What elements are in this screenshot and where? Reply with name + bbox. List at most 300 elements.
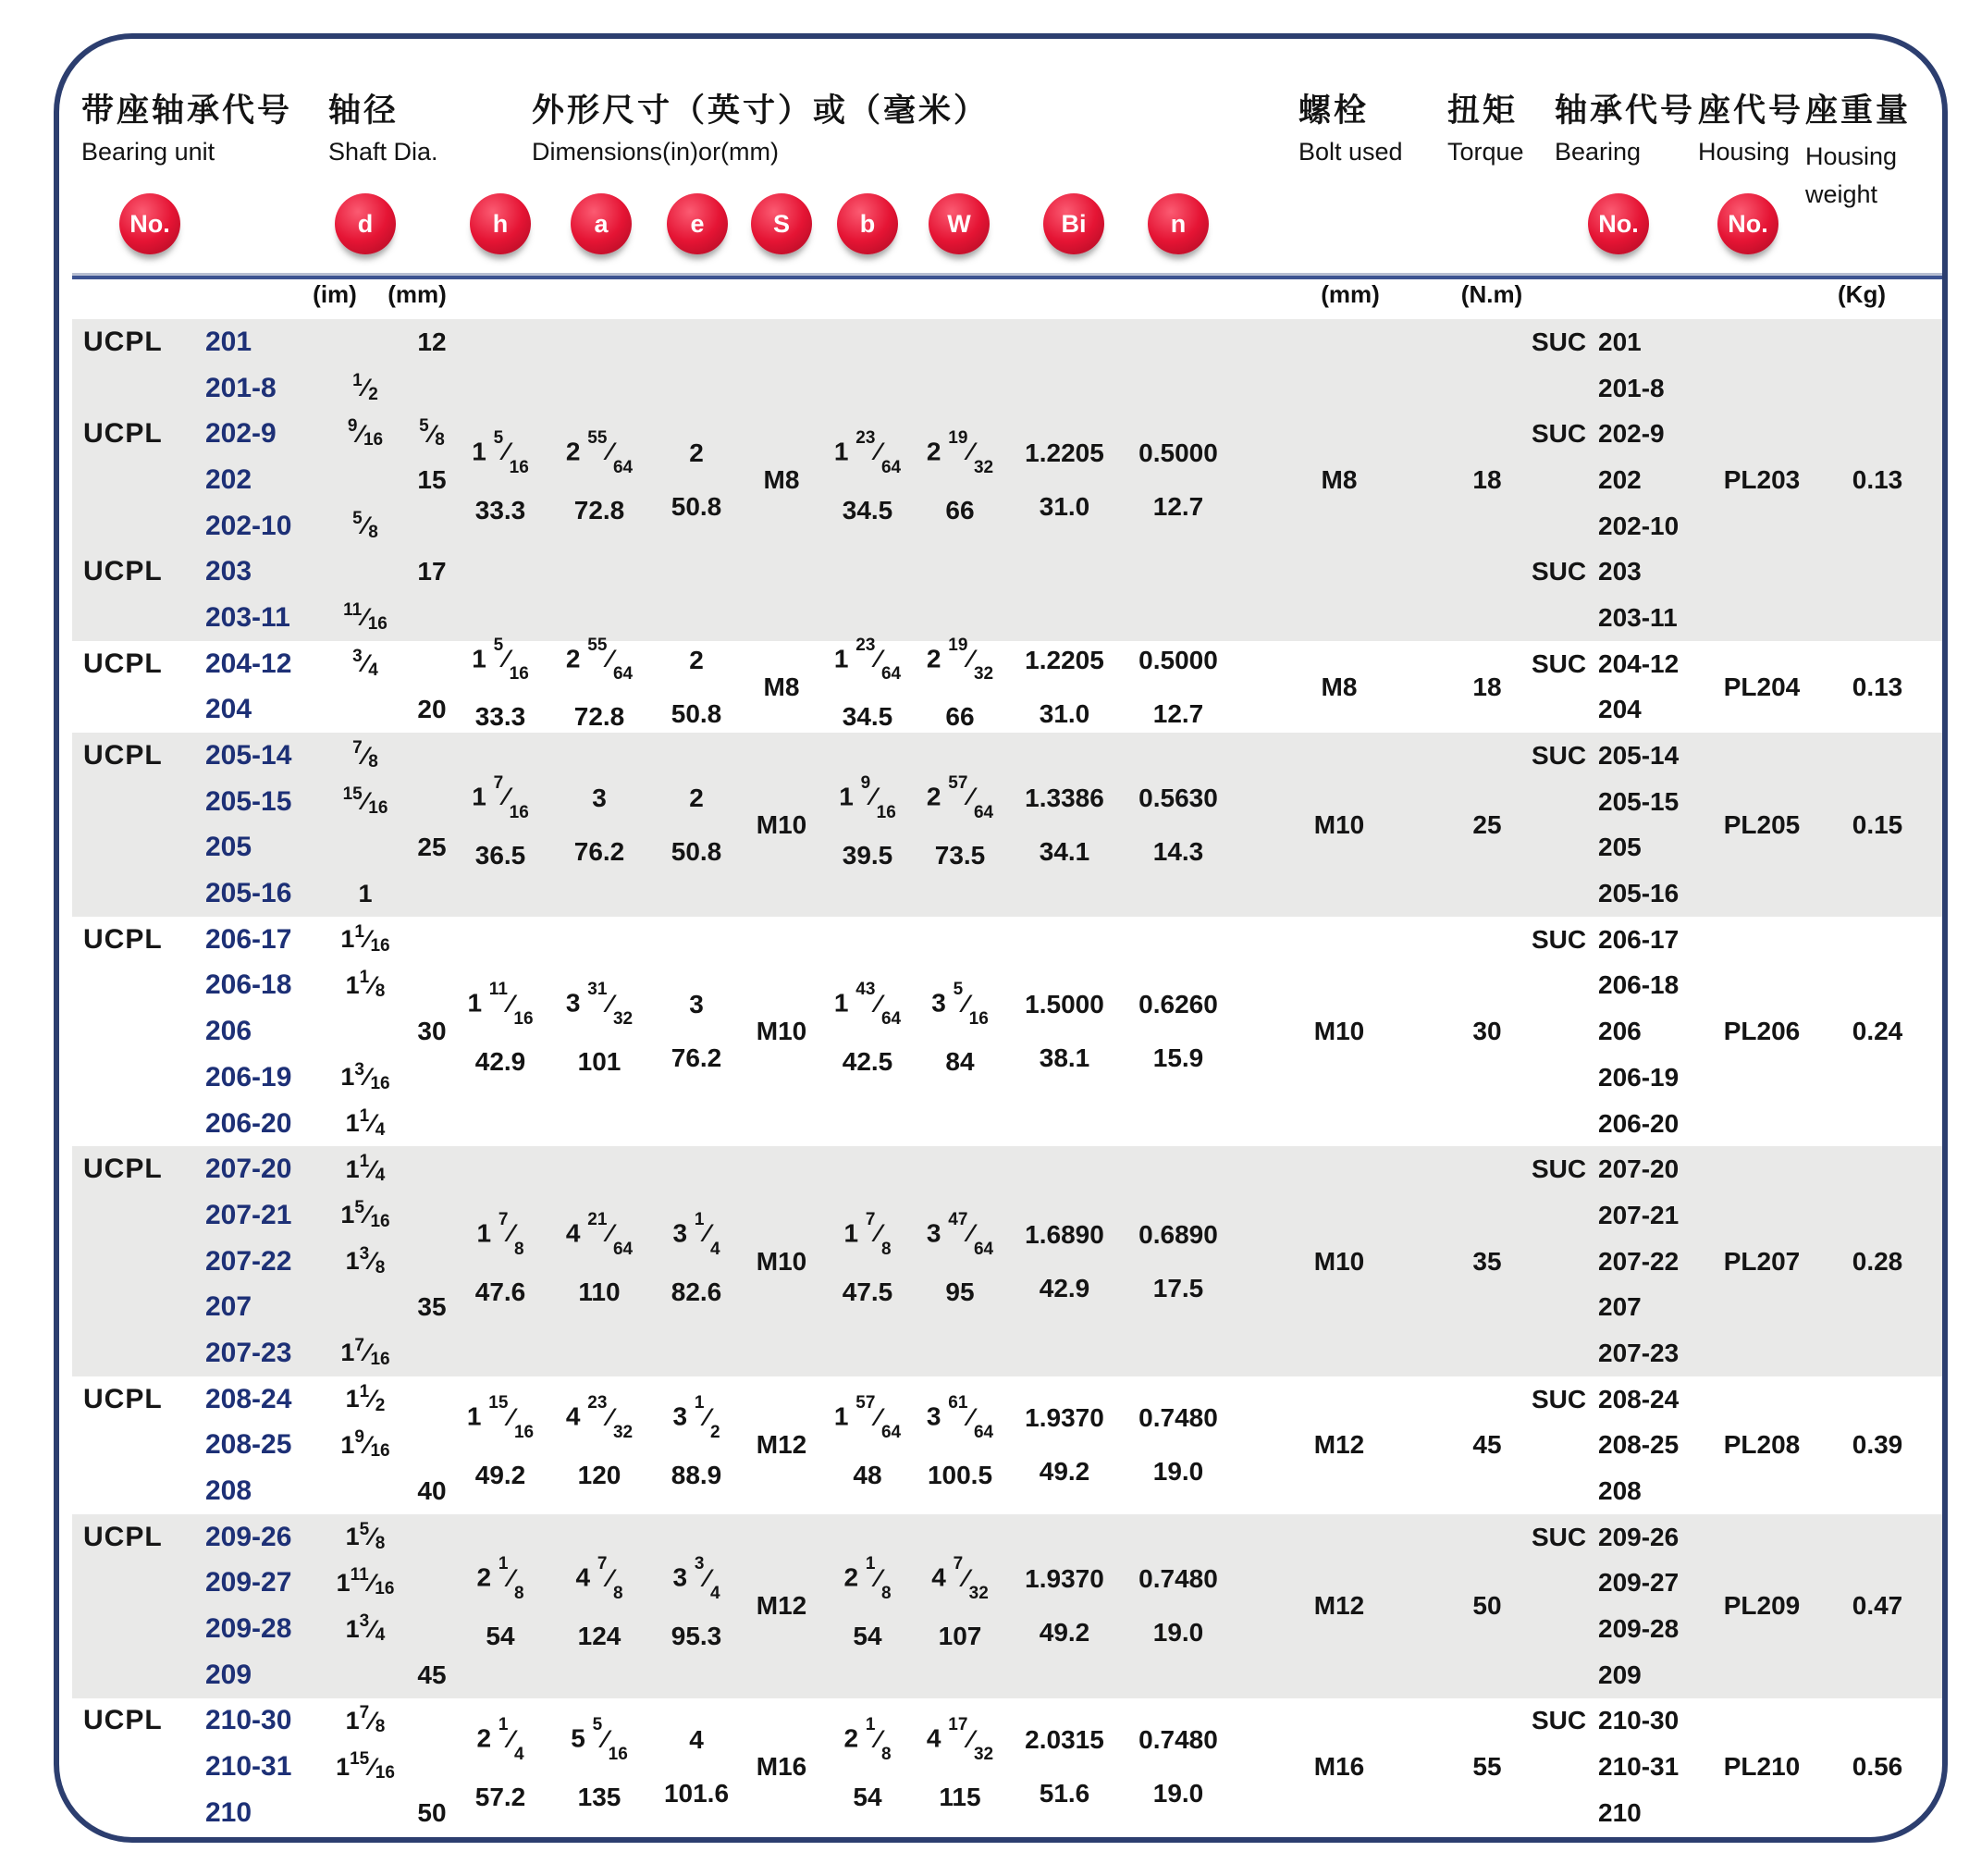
dim-mm: 49.2 bbox=[474, 1461, 526, 1490]
cell-bearing-no bbox=[1532, 779, 1711, 825]
dim-mm: 110 bbox=[578, 1277, 621, 1306]
cell-shaft-mm bbox=[409, 1055, 455, 1101]
cell-dim-s: M10 bbox=[756, 809, 807, 839]
cell-torque: 50 bbox=[1472, 1591, 1502, 1621]
dim-inch: 1 $^7⁄_8$ bbox=[843, 1209, 892, 1259]
cell-dim-h bbox=[455, 635, 546, 733]
cell-dim-a bbox=[546, 1698, 653, 1836]
cell-shaft-mm: 45 bbox=[417, 1660, 447, 1689]
dim-mm: 51.6 bbox=[1039, 1779, 1090, 1808]
cell-shaft-in: 1 $^1$ ⁄ $_4$ bbox=[345, 1152, 386, 1186]
dim-inch: 2 $^1⁄_8$ bbox=[476, 1554, 524, 1604]
cell-unit-no: 207-22 bbox=[205, 1245, 292, 1277]
bearing-number: 206-19 bbox=[1598, 1062, 1680, 1092]
dim-mm: 66 bbox=[945, 495, 975, 525]
dim-mm: 120 bbox=[577, 1461, 621, 1490]
cell-bearing-no bbox=[1532, 963, 1711, 1009]
bearing-prefix: SUC bbox=[1532, 1154, 1587, 1184]
dim-mm: 31.0 bbox=[1039, 491, 1090, 521]
cell-dim-e bbox=[653, 1146, 740, 1376]
cell-dim-a bbox=[546, 917, 653, 1146]
badge-s: S bbox=[751, 193, 812, 254]
header-zh: 扭矩 bbox=[1447, 93, 1519, 129]
dim-mm: 17.5 bbox=[1152, 1273, 1204, 1302]
cell-bearing-no bbox=[1532, 595, 1711, 641]
cell-unit-no: 204-12 bbox=[205, 648, 292, 679]
bearing-number: 207-22 bbox=[1598, 1246, 1680, 1276]
cell-shaft-in: $^3$ ⁄ $_4$ bbox=[352, 646, 378, 680]
cell-unit-no: 209-28 bbox=[205, 1613, 292, 1645]
dim-inch: 1 $^{23}⁄_{64}$ bbox=[833, 635, 902, 685]
dim-inch: 1 $^{57}⁄_{64}$ bbox=[833, 1393, 902, 1443]
dim-mm: 48 bbox=[853, 1461, 882, 1490]
cell-shaft-mm bbox=[409, 1330, 455, 1376]
dim-mm: 54 bbox=[853, 1783, 882, 1812]
dim-mm: 76.2 bbox=[573, 836, 625, 866]
dim-mm: 39.5 bbox=[842, 840, 893, 870]
cell-shaft-in: 1 $^1$ ⁄ $_2$ bbox=[345, 1381, 386, 1415]
dim-inch: 3 $^1⁄_4$ bbox=[672, 1209, 720, 1259]
cell-shaft-mm bbox=[409, 1239, 455, 1285]
cell-dim-e bbox=[653, 917, 740, 1146]
cell-dim-e bbox=[653, 1514, 740, 1698]
cell-unit-prefix: UCPL bbox=[83, 1154, 163, 1185]
column-header-bearing-unit bbox=[81, 85, 292, 167]
cell-bearing-no bbox=[1532, 1606, 1711, 1652]
bearing-prefix: SUC bbox=[1532, 648, 1587, 678]
bearing-prefix: SUC bbox=[1532, 1522, 1587, 1551]
dim-inch: 4 $^{17}⁄_{32}$ bbox=[926, 1715, 994, 1765]
dim-inch: 0.5630 bbox=[1138, 783, 1218, 812]
bearing-number: 206-18 bbox=[1598, 970, 1680, 1000]
cell-unit-no: 205-15 bbox=[205, 785, 292, 817]
dim-inch: 4 $^{21}⁄_{64}$ bbox=[565, 1209, 634, 1259]
cell-torque: 55 bbox=[1472, 1752, 1502, 1782]
bearing-number: 206-17 bbox=[1598, 924, 1680, 954]
bearing-prefix: SUC bbox=[1532, 327, 1587, 356]
header-zh: 座代号 bbox=[1698, 93, 1804, 129]
dim-inch: 0.7480 bbox=[1138, 1403, 1218, 1433]
cell-shaft-mm bbox=[409, 1698, 455, 1745]
cell-dim-n bbox=[1121, 1698, 1236, 1836]
dim-inch: 0.5000 bbox=[1138, 645, 1218, 674]
dim-inch: 3 $^3⁄_4$ bbox=[672, 1554, 720, 1604]
header-zh: 带座轴承代号 bbox=[81, 93, 293, 129]
cell-shaft-mm bbox=[409, 1744, 455, 1790]
cell-dim-a bbox=[546, 1514, 653, 1698]
cell-unit-prefix bbox=[72, 595, 205, 641]
cell-bearing-no bbox=[1532, 1698, 1711, 1745]
unit-label-shaft-in: (im) bbox=[313, 280, 357, 308]
dim-inch: 2 $^{19}⁄_{32}$ bbox=[926, 635, 994, 685]
cell-torque: 35 bbox=[1472, 1246, 1502, 1276]
cell-bearing-no bbox=[1532, 457, 1711, 503]
cell-housing-weight: 0.47 bbox=[1852, 1591, 1903, 1621]
cell-dim-b bbox=[823, 1514, 912, 1698]
cell-dim-w bbox=[912, 1514, 1008, 1698]
cell-shaft-mm: 50 bbox=[417, 1797, 447, 1827]
cell-unit-prefix: UCPL bbox=[83, 418, 163, 450]
dim-mm: 95 bbox=[945, 1277, 975, 1306]
cell-shaft-mm bbox=[409, 1606, 455, 1652]
bearing-number: 207-21 bbox=[1598, 1200, 1680, 1229]
cell-bearing-no bbox=[1532, 1744, 1711, 1790]
badge-bi: Bi bbox=[1043, 193, 1104, 254]
bearing-number: 207-23 bbox=[1598, 1338, 1680, 1367]
dim-inch: 1.3386 bbox=[1025, 783, 1104, 812]
cell-bearing-no bbox=[1532, 1423, 1711, 1469]
dim-mm: 12.7 bbox=[1152, 698, 1204, 728]
cell-unit-prefix bbox=[72, 1423, 205, 1469]
row-group-2 bbox=[72, 635, 1942, 733]
cell-housing-no: PL203 bbox=[1723, 464, 1801, 494]
cell-housing-weight: 0.24 bbox=[1852, 1017, 1903, 1046]
dim-mm: 50.8 bbox=[671, 836, 722, 866]
cell-unit-no: 201-8 bbox=[205, 372, 277, 403]
bearing-number: 202-10 bbox=[1598, 511, 1680, 540]
cell-dim-a bbox=[546, 733, 653, 917]
dim-mm: 47.5 bbox=[842, 1277, 893, 1306]
row-group-7 bbox=[72, 1514, 1942, 1698]
cell-shaft-in: $^{11}$ ⁄ $_{16}$ bbox=[343, 599, 388, 634]
bearing-prefix: SUC bbox=[1532, 741, 1587, 771]
cell-dim-n bbox=[1121, 319, 1236, 641]
dim-mm: 101.6 bbox=[663, 1779, 730, 1808]
cell-shaft-in: 1 $^7$ ⁄ $_8$ bbox=[345, 1703, 386, 1737]
header-en: Bolt used bbox=[1298, 138, 1403, 166]
cell-shaft-in: 1 $^3$ ⁄ $_{16}$ bbox=[340, 1059, 390, 1093]
dim-inch: 2 $^1⁄_8$ bbox=[843, 1715, 892, 1765]
cell-dim-a bbox=[546, 1376, 653, 1514]
cell-dim-n bbox=[1121, 641, 1236, 733]
dim-inch: 2 bbox=[689, 783, 704, 812]
cell-shaft-mm bbox=[409, 1101, 455, 1147]
cell-dim-n bbox=[1121, 1376, 1236, 1514]
dim-inch: 2 $^{57}⁄_{64}$ bbox=[926, 772, 994, 822]
dim-mm: 54 bbox=[853, 1622, 882, 1651]
badge-bearing-no: No. bbox=[1588, 193, 1649, 254]
cell-bolt: M10 bbox=[1313, 1246, 1365, 1276]
dim-inch: 4 $^{23}⁄_{32}$ bbox=[565, 1393, 634, 1443]
cell-dim-b bbox=[823, 917, 912, 1146]
cell-dim-bi bbox=[1008, 1146, 1121, 1376]
dim-mm: 135 bbox=[577, 1783, 621, 1812]
cell-shaft-mm bbox=[409, 779, 455, 825]
cell-unit-prefix bbox=[72, 1101, 205, 1147]
cell-bearing-no bbox=[1532, 1468, 1711, 1514]
cell-shaft-mm bbox=[409, 1561, 455, 1607]
dim-mm: 42.9 bbox=[1039, 1273, 1090, 1302]
bearing-prefix: SUC bbox=[1532, 557, 1587, 586]
dim-inch: 1 $^5⁄_{16}$ bbox=[472, 635, 529, 685]
cell-unit-no: 209 bbox=[205, 1659, 252, 1690]
cell-unit-no: 210-31 bbox=[205, 1751, 292, 1783]
dim-inch: 2 bbox=[689, 438, 704, 467]
cell-shaft-in bbox=[322, 1652, 409, 1698]
bearing-prefix: SUC bbox=[1532, 1384, 1587, 1413]
cell-shaft-in bbox=[322, 825, 409, 871]
cell-shaft-mm bbox=[409, 503, 455, 549]
cell-unit-prefix bbox=[72, 1790, 205, 1836]
column-header-shaft-dia bbox=[328, 85, 438, 167]
cell-unit-no: 202 bbox=[205, 463, 252, 495]
header-en: Dimensions(in)or(mm) bbox=[532, 138, 780, 166]
row-group-3 bbox=[72, 733, 1942, 917]
cell-dim-s: M8 bbox=[763, 672, 800, 701]
cell-shaft-in: 1 $^7$ ⁄ $_{16}$ bbox=[340, 1335, 390, 1369]
cell-unit-no: 207-21 bbox=[205, 1199, 292, 1230]
bearing-number: 207 bbox=[1598, 1292, 1642, 1322]
bearing-number: 206 bbox=[1598, 1017, 1642, 1046]
row-group-1 bbox=[72, 319, 1942, 641]
cell-dim-e bbox=[653, 1698, 740, 1836]
dim-mm: 12.7 bbox=[1152, 491, 1204, 521]
dim-mm: 72.8 bbox=[573, 495, 625, 525]
header-separator bbox=[72, 273, 1942, 279]
cell-dim-s: M8 bbox=[763, 464, 800, 494]
dim-inch: 2 $^1⁄_4$ bbox=[476, 1715, 524, 1765]
bearing-number: 205-15 bbox=[1598, 786, 1680, 816]
cell-dim-bi bbox=[1008, 917, 1121, 1146]
unit-label-bolt-mm: (mm) bbox=[1321, 280, 1380, 308]
cell-dim-s: M12 bbox=[756, 1430, 807, 1460]
bearing-number: 207-20 bbox=[1598, 1154, 1680, 1184]
dim-mm: 49.2 bbox=[1039, 1457, 1090, 1487]
cell-dim-h bbox=[455, 917, 546, 1146]
cell-dim-h bbox=[455, 319, 546, 641]
dim-inch: 3 $^1⁄_2$ bbox=[672, 1393, 720, 1443]
cell-housing-weight: 0.39 bbox=[1852, 1430, 1903, 1460]
dim-mm: 38.1 bbox=[1039, 1043, 1090, 1073]
cell-shaft-in: $^7$ ⁄ $_8$ bbox=[352, 738, 378, 772]
bearing-number: 209-28 bbox=[1598, 1614, 1680, 1644]
cell-dim-w bbox=[912, 917, 1008, 1146]
cell-bearing-no bbox=[1532, 365, 1711, 412]
dim-inch: 2 $^{55}⁄_{64}$ bbox=[565, 635, 634, 685]
dim-mm: 101 bbox=[577, 1047, 621, 1077]
dim-mm: 66 bbox=[945, 702, 975, 732]
cell-housing-no: PL205 bbox=[1723, 809, 1801, 839]
cell-dim-bi bbox=[1008, 319, 1121, 641]
badge-unit-no: No. bbox=[119, 193, 180, 254]
dim-inch: 1 $^5⁄_{16}$ bbox=[472, 427, 529, 477]
dim-inch: 2.0315 bbox=[1025, 1725, 1104, 1755]
cell-dim-w bbox=[912, 1376, 1008, 1514]
cell-dim-bi bbox=[1008, 641, 1121, 733]
cell-shaft-in bbox=[322, 549, 409, 595]
dim-inch: 2 $^{55}⁄_{64}$ bbox=[565, 427, 634, 477]
cell-torque: 25 bbox=[1472, 809, 1502, 839]
cell-unit-no: 208-24 bbox=[205, 1383, 292, 1414]
dim-mm: 19.0 bbox=[1152, 1457, 1204, 1487]
cell-unit-prefix bbox=[72, 503, 205, 549]
cell-shaft-in: $^5$ ⁄ $_8$ bbox=[352, 508, 378, 542]
cell-dim-bi bbox=[1008, 1376, 1121, 1514]
dim-inch: 3 $^5⁄_{16}$ bbox=[931, 980, 989, 1030]
dim-mm: 42.9 bbox=[474, 1047, 526, 1077]
cell-bearing-no bbox=[1532, 411, 1711, 457]
dim-inch: 1.6890 bbox=[1025, 1219, 1104, 1249]
cell-shaft-mm: 25 bbox=[417, 833, 447, 862]
cell-unit-prefix bbox=[72, 1284, 205, 1330]
cell-bearing-no bbox=[1532, 1561, 1711, 1607]
dim-inch: 0.7480 bbox=[1138, 1564, 1218, 1594]
cell-dim-b bbox=[823, 1376, 912, 1514]
cell-torque: 45 bbox=[1472, 1430, 1502, 1460]
row-group-4 bbox=[72, 917, 1942, 1146]
dim-inch: 5 $^5⁄_{16}$ bbox=[571, 1715, 628, 1765]
cell-unit-no: 204 bbox=[205, 694, 252, 725]
cell-shaft-in bbox=[322, 1284, 409, 1330]
cell-shaft-mm: $^5$ ⁄ $_8$ bbox=[419, 416, 445, 450]
cell-unit-prefix: UCPL bbox=[83, 1521, 163, 1552]
cell-dim-s: M16 bbox=[756, 1752, 807, 1782]
cell-unit-no: 206-19 bbox=[205, 1061, 292, 1092]
cell-shaft-in bbox=[322, 1790, 409, 1836]
bearing-prefix: SUC bbox=[1532, 1706, 1587, 1735]
dim-inch: 1 $^{15}⁄_{16}$ bbox=[466, 1393, 535, 1443]
cell-housing-no: PL206 bbox=[1723, 1017, 1801, 1046]
column-header-housing-weight bbox=[1805, 85, 1935, 213]
dim-inch: 1.2205 bbox=[1025, 645, 1104, 674]
dim-mm: 49.2 bbox=[1039, 1618, 1090, 1648]
bearing-number: 204 bbox=[1598, 695, 1642, 724]
dim-mm: 88.9 bbox=[671, 1461, 722, 1490]
bearing-number: 210-30 bbox=[1598, 1706, 1680, 1735]
cell-shaft-mm bbox=[409, 365, 455, 412]
bearing-number: 205-14 bbox=[1598, 741, 1680, 771]
dim-inch: 4 $^7⁄_8$ bbox=[575, 1554, 623, 1604]
cell-dim-h bbox=[455, 1698, 546, 1836]
cell-unit-prefix: UCPL bbox=[83, 923, 163, 955]
cell-bearing-no bbox=[1532, 733, 1711, 779]
dim-mm: 34.5 bbox=[842, 495, 893, 525]
unit-label-torque-nm: (N.m) bbox=[1460, 280, 1523, 308]
header-en: Torque bbox=[1447, 138, 1524, 166]
badge-a: a bbox=[571, 193, 632, 254]
cell-housing-no: PL210 bbox=[1723, 1752, 1801, 1782]
bearing-number: 203 bbox=[1598, 557, 1642, 586]
bearing-number: 210-31 bbox=[1598, 1752, 1680, 1782]
bearing-prefix: SUC bbox=[1532, 419, 1587, 449]
cell-shaft-mm: 17 bbox=[417, 557, 447, 586]
cell-shaft-mm bbox=[409, 733, 455, 779]
cell-dim-s: M12 bbox=[756, 1591, 807, 1621]
cell-unit-no: 208 bbox=[205, 1475, 252, 1507]
bearing-number: 201-8 bbox=[1598, 373, 1665, 402]
bearing-number: 208-25 bbox=[1598, 1430, 1680, 1460]
dim-mm: 54 bbox=[486, 1622, 515, 1651]
cell-unit-prefix bbox=[72, 1055, 205, 1101]
column-header-bolt-used bbox=[1298, 85, 1403, 167]
cell-shaft-mm bbox=[409, 870, 455, 917]
dim-inch: 0.5000 bbox=[1138, 438, 1218, 467]
bearing-number: 203-11 bbox=[1598, 602, 1678, 632]
cell-bearing-no bbox=[1532, 1652, 1711, 1698]
cell-housing-weight: 0.15 bbox=[1852, 809, 1903, 839]
dim-inch: 1 $^7⁄_{16}$ bbox=[472, 772, 529, 822]
cell-dim-b bbox=[823, 319, 912, 641]
cell-unit-no: 208-25 bbox=[205, 1429, 292, 1461]
dim-inch: 3 $^{31}⁄_{32}$ bbox=[565, 980, 634, 1030]
dim-mm: 76.2 bbox=[671, 1043, 722, 1073]
cell-shaft-in: 1 $^1$ ⁄ $_{16}$ bbox=[340, 921, 390, 956]
dim-inch: 1 $^{23}⁄_{64}$ bbox=[833, 427, 902, 477]
cell-dim-e bbox=[653, 641, 740, 733]
cell-shaft-in: 1 $^3$ ⁄ $_4$ bbox=[345, 1611, 386, 1646]
bearing-prefix: SUC bbox=[1532, 924, 1587, 954]
dim-mm: 47.6 bbox=[474, 1277, 526, 1306]
cell-bolt: M16 bbox=[1313, 1752, 1365, 1782]
cell-dim-s: M10 bbox=[756, 1017, 807, 1046]
cell-unit-prefix bbox=[72, 365, 205, 412]
cell-bearing-no bbox=[1532, 1055, 1711, 1101]
bearing-number: 209 bbox=[1598, 1660, 1642, 1689]
dim-mm: 15.9 bbox=[1152, 1043, 1204, 1073]
cell-unit-no: 207-23 bbox=[205, 1337, 292, 1368]
cell-housing-no: PL209 bbox=[1723, 1591, 1801, 1621]
cell-shaft-mm bbox=[409, 1423, 455, 1469]
unit-label-weight-kg: (Kg) bbox=[1838, 280, 1886, 308]
header-zh: 螺栓 bbox=[1298, 93, 1370, 129]
cell-housing-weight: 0.13 bbox=[1852, 672, 1903, 701]
cell-unit-no: 202-10 bbox=[205, 510, 292, 541]
cell-shaft-in: 1 $^5$ ⁄ $_{16}$ bbox=[340, 1197, 390, 1231]
cell-shaft-in: 1 $^{11}$ ⁄ $_{16}$ bbox=[336, 1565, 395, 1599]
cell-unit-prefix bbox=[72, 1192, 205, 1239]
cell-bearing-no bbox=[1532, 1101, 1711, 1147]
dim-mm: 50.8 bbox=[671, 491, 722, 521]
row-group-5 bbox=[72, 1146, 1942, 1376]
cell-unit-prefix: UCPL bbox=[83, 326, 163, 357]
cell-bearing-no bbox=[1532, 1008, 1711, 1055]
dim-mm: 19.0 bbox=[1152, 1618, 1204, 1648]
cell-bearing-no bbox=[1532, 1376, 1711, 1423]
cell-bolt: M8 bbox=[1321, 672, 1358, 701]
cell-unit-no: 202-9 bbox=[205, 418, 277, 450]
cell-dim-bi bbox=[1008, 733, 1121, 917]
dim-inch: 0.7480 bbox=[1138, 1725, 1218, 1755]
header-en: Bearing bbox=[1555, 138, 1642, 166]
cell-torque: 18 bbox=[1472, 672, 1502, 701]
dim-inch: 3 $^{61}⁄_{64}$ bbox=[926, 1393, 994, 1443]
cell-shaft-in: 1 $^1$ ⁄ $_4$ bbox=[345, 1105, 386, 1140]
bearing-number: 204-12 bbox=[1598, 648, 1680, 678]
dim-mm: 34.1 bbox=[1039, 836, 1090, 866]
cell-bearing-no bbox=[1532, 503, 1711, 549]
bearing-number: 210 bbox=[1598, 1797, 1642, 1827]
cell-dim-a bbox=[546, 1146, 653, 1376]
dim-mm: 72.8 bbox=[573, 702, 625, 732]
cell-unit-prefix bbox=[72, 687, 205, 734]
row-group-6 bbox=[72, 1376, 1942, 1514]
dim-inch: 1.5000 bbox=[1025, 990, 1104, 1019]
cell-unit-no: 209-27 bbox=[205, 1567, 292, 1598]
cell-unit-prefix bbox=[72, 779, 205, 825]
cell-shaft-mm: 40 bbox=[417, 1476, 447, 1506]
dim-mm: 34.5 bbox=[842, 702, 893, 732]
cell-unit-prefix bbox=[72, 1008, 205, 1055]
cell-dim-b bbox=[823, 1698, 912, 1836]
cell-unit-no: 206-20 bbox=[205, 1107, 292, 1139]
cell-dim-w bbox=[912, 1698, 1008, 1836]
cell-shaft-mm bbox=[409, 1146, 455, 1192]
cell-dim-e bbox=[653, 1376, 740, 1514]
dim-inch: 3 bbox=[592, 783, 607, 812]
dim-mm: 115 bbox=[939, 1783, 981, 1812]
cell-dim-n bbox=[1121, 1514, 1236, 1698]
cell-dim-h bbox=[455, 1376, 546, 1514]
